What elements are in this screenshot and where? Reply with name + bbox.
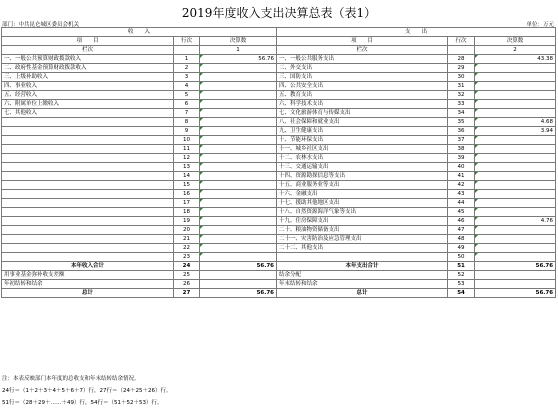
expense-line-cell: 37 <box>448 136 475 145</box>
income-item-cell <box>2 235 174 244</box>
expense-column-no: 2 <box>475 46 556 55</box>
expense-line-cell: 46 <box>448 217 475 226</box>
table-row <box>2 145 556 154</box>
income-line-cell: 3 <box>174 73 200 82</box>
income-item-cell <box>2 199 174 208</box>
expense-amount-cell <box>475 109 556 118</box>
expense-item-cell: 十七、援助其他地区支出 <box>277 199 448 208</box>
expense-line-cell: 32 <box>448 91 475 100</box>
income-line-cell: 21 <box>174 235 200 244</box>
income-line-cell: 15 <box>174 181 200 190</box>
expense-total-line: 53 <box>448 280 475 289</box>
expense-amount-cell <box>475 64 556 73</box>
income-total-label: 本年收入合计 <box>2 262 174 271</box>
income-total-amount: 56.76 <box>200 262 277 271</box>
expense-item-cell: 十三、交通运输支出 <box>277 163 448 172</box>
income-item-cell: 一、一般公共预算财政拨款收入 <box>2 55 174 64</box>
expense-amount-cell <box>475 73 556 82</box>
income-line-cell: 18 <box>174 208 200 217</box>
expense-amount-cell <box>475 208 556 217</box>
table-row <box>2 190 556 199</box>
footnote: 24行＝（1＋2＋3＋4＋5＋6＋7）行，27行＝（24＋25＋26）行。 <box>2 388 172 394</box>
expense-item-header: 项 目 <box>277 37 448 46</box>
income-amount-cell <box>200 208 277 217</box>
income-item-cell <box>2 154 174 163</box>
income-column-blank <box>174 46 200 55</box>
total-row <box>2 262 556 271</box>
table-row <box>2 226 556 235</box>
expense-item-cell: 十九、住房保障支出 <box>277 217 448 226</box>
expense-line-cell: 38 <box>448 145 475 154</box>
expense-item-cell: 八、社会保障和就业支出 <box>277 118 448 127</box>
income-amount-cell <box>200 199 277 208</box>
income-line-cell: 7 <box>174 109 200 118</box>
income-item-cell: 三、上级补助收入 <box>2 73 174 82</box>
table-row <box>2 55 556 64</box>
expense-amount-cell <box>475 235 556 244</box>
expense-amount-cell <box>475 181 556 190</box>
expense-amount-cell: 4.76 <box>475 217 556 226</box>
income-amount-cell <box>200 172 277 181</box>
income-column-no: 1 <box>200 46 277 55</box>
expense-amount-cell <box>475 100 556 109</box>
expense-item-cell: 十四、资源勘探信息等支出 <box>277 172 448 181</box>
income-item-header: 项 目 <box>2 37 174 46</box>
income-line-cell: 16 <box>174 190 200 199</box>
income-total-amount: 56.76 <box>200 289 277 298</box>
expense-line-cell: 41 <box>448 172 475 181</box>
table-row <box>2 64 556 73</box>
section-header-row <box>2 28 556 37</box>
expense-item-cell: 二、外交支出 <box>277 64 448 73</box>
income-total-line: 26 <box>174 280 200 289</box>
income-total-amount <box>200 271 277 280</box>
income-item-cell <box>2 244 174 253</box>
expense-line-cell: 42 <box>448 181 475 190</box>
table-row <box>2 235 556 244</box>
income-item-cell <box>2 181 174 190</box>
income-item-cell <box>2 253 174 262</box>
footnote: 51行＝（28＋29＋……＋49）行，54行＝（51＋52＋53）行。 <box>2 400 163 406</box>
income-amount-cell <box>200 226 277 235</box>
expense-line-cell: 50 <box>448 253 475 262</box>
expense-amount-cell <box>475 199 556 208</box>
income-total-label: 用事业基金弥补收支差额 <box>2 271 174 280</box>
expense-column-label: 栏次 <box>277 46 448 55</box>
income-section-header: 收 入 <box>2 28 277 37</box>
expense-item-cell: 十八、自然资源海洋气象等支出 <box>277 208 448 217</box>
table-row <box>2 136 556 145</box>
expense-item-cell: 十一、城乡社区支出 <box>277 145 448 154</box>
expense-line-cell: 34 <box>448 109 475 118</box>
expense-total-label: 年末结转和结余 <box>277 280 448 289</box>
income-item-cell: 四、事业收入 <box>2 82 174 91</box>
income-line-cell: 2 <box>174 64 200 73</box>
income-amount-cell <box>200 145 277 154</box>
column-header-row <box>2 37 556 46</box>
income-amount-cell <box>200 82 277 91</box>
expense-total-label: 本年支出合计 <box>277 262 448 271</box>
column-index-row <box>2 46 556 55</box>
expense-line-cell: 36 <box>448 127 475 136</box>
expense-amount-cell <box>475 154 556 163</box>
expense-column-blank <box>448 46 475 55</box>
income-total-line: 24 <box>174 262 200 271</box>
expense-amount-cell <box>475 253 556 262</box>
income-total-line: 25 <box>174 271 200 280</box>
expense-item-cell: 四、公共安全支出 <box>277 82 448 91</box>
income-line-cell: 20 <box>174 226 200 235</box>
expense-amount-cell <box>475 172 556 181</box>
expense-item-cell: 二十一、灾害防治及应急管理支出 <box>277 235 448 244</box>
table-row <box>2 73 556 82</box>
expense-total-label: 结余分配 <box>277 271 448 280</box>
expense-item-cell: 二十、粮油物资储备支出 <box>277 226 448 235</box>
income-item-cell <box>2 190 174 199</box>
expense-item-cell: 十、节能环保支出 <box>277 136 448 145</box>
expense-line-cell: 40 <box>448 163 475 172</box>
expense-line-cell: 44 <box>448 199 475 208</box>
table-row <box>2 154 556 163</box>
income-line-cell: 1 <box>174 55 200 64</box>
expense-line-cell: 29 <box>448 64 475 73</box>
expense-line-cell: 28 <box>448 55 475 64</box>
income-line-cell: 5 <box>174 91 200 100</box>
income-column-label: 栏次 <box>2 46 174 55</box>
expense-amount-cell <box>475 244 556 253</box>
expense-line-cell: 31 <box>448 82 475 91</box>
income-item-cell <box>2 118 174 127</box>
expense-amount-cell <box>475 82 556 91</box>
expense-line-cell: 33 <box>448 100 475 109</box>
income-amount-cell <box>200 91 277 100</box>
income-item-cell <box>2 145 174 154</box>
expense-item-cell: 十五、商业服务业等支出 <box>277 181 448 190</box>
income-item-cell <box>2 208 174 217</box>
income-line-cell: 14 <box>174 172 200 181</box>
expense-total-amount: 56.76 <box>475 289 556 298</box>
income-item-cell <box>2 163 174 172</box>
expense-item-cell: 七、文化旅游体育与传媒支出 <box>277 109 448 118</box>
expense-total-line: 54 <box>448 289 475 298</box>
income-item-cell: 五、经营收入 <box>2 91 174 100</box>
table-row <box>2 118 556 127</box>
income-line-header: 行次 <box>174 37 200 46</box>
expense-amount-cell <box>475 226 556 235</box>
expense-amount-cell <box>475 190 556 199</box>
income-item-cell: 六、附属单位上缴收入 <box>2 100 174 109</box>
expense-total-line: 51 <box>448 262 475 271</box>
income-amount-cell <box>200 127 277 136</box>
income-line-cell: 8 <box>174 118 200 127</box>
expense-line-cell: 39 <box>448 154 475 163</box>
expense-total-label: 总计 <box>277 289 448 298</box>
income-item-cell <box>2 217 174 226</box>
income-amount-cell <box>200 118 277 127</box>
expense-line-cell: 30 <box>448 73 475 82</box>
expense-line-cell: 49 <box>448 244 475 253</box>
income-amount-cell <box>200 64 277 73</box>
expense-line-cell: 47 <box>448 226 475 235</box>
expense-total-amount <box>475 271 556 280</box>
income-total-line: 27 <box>174 289 200 298</box>
expense-line-cell: 35 <box>448 118 475 127</box>
income-line-cell: 19 <box>174 217 200 226</box>
total-row <box>2 280 556 289</box>
income-item-cell <box>2 136 174 145</box>
income-item-cell: 二、政府性基金预算财政拨款收入 <box>2 64 174 73</box>
table-row <box>2 109 556 118</box>
income-amount-cell: 56.76 <box>200 55 277 64</box>
table-row <box>2 208 556 217</box>
expense-item-cell: 一、一般公共服务支出 <box>277 55 448 64</box>
income-item-cell: 七、其他收入 <box>2 109 174 118</box>
expense-line-header: 行次 <box>448 37 475 46</box>
income-item-cell <box>2 226 174 235</box>
income-amount-cell <box>200 109 277 118</box>
table-row <box>2 172 556 181</box>
income-amount-cell <box>200 190 277 199</box>
expense-item-cell: 五、教育支出 <box>277 91 448 100</box>
income-expense-table <box>1 27 556 298</box>
unit-org: 部门：中共昆仑城区委员会机关 <box>2 22 80 28</box>
income-item-cell <box>2 127 174 136</box>
table-row <box>2 253 556 262</box>
expense-line-cell: 45 <box>448 208 475 217</box>
expense-item-cell: 十六、金融支出 <box>277 190 448 199</box>
report-title: 2019年度收入支出决算总表（表1） <box>181 6 377 20</box>
table-row <box>2 199 556 208</box>
income-line-cell: 17 <box>174 199 200 208</box>
footnote: 注：本表反映部门本年度的总收支和年末结转结余情况。 <box>2 376 140 382</box>
total-row <box>2 271 556 280</box>
table-row <box>2 82 556 91</box>
income-amount-cell <box>200 235 277 244</box>
expense-amount-header: 决算数 <box>475 37 556 46</box>
expense-total-amount: 56.76 <box>475 262 556 271</box>
income-line-cell: 11 <box>174 145 200 154</box>
table-row <box>2 127 556 136</box>
table-row <box>2 91 556 100</box>
expense-amount-cell <box>475 163 556 172</box>
income-line-cell: 22 <box>174 244 200 253</box>
income-amount-cell <box>200 154 277 163</box>
income-total-amount <box>200 280 277 289</box>
income-amount-cell <box>200 217 277 226</box>
expense-total-amount <box>475 280 556 289</box>
income-total-label: 总计 <box>2 289 174 298</box>
income-amount-cell <box>200 244 277 253</box>
table-row <box>2 181 556 190</box>
unit-label: 单位：万元 <box>526 22 554 28</box>
expense-item-cell: 六、科学技术支出 <box>277 100 448 109</box>
income-line-cell: 4 <box>174 82 200 91</box>
expense-item-cell <box>277 253 448 262</box>
table-row <box>2 163 556 172</box>
total-row <box>2 289 556 298</box>
income-line-cell: 23 <box>174 253 200 262</box>
income-amount-cell <box>200 136 277 145</box>
income-amount-cell <box>200 181 277 190</box>
income-line-cell: 12 <box>174 154 200 163</box>
expense-amount-cell: 43.38 <box>475 55 556 64</box>
expense-section-header: 支 出 <box>277 28 556 37</box>
expense-amount-cell: 4.68 <box>475 118 556 127</box>
table-row <box>2 217 556 226</box>
expense-amount-cell <box>475 91 556 100</box>
expense-amount-cell <box>475 145 556 154</box>
income-amount-header: 决算数 <box>200 37 277 46</box>
income-item-cell <box>2 172 174 181</box>
expense-total-line: 52 <box>448 271 475 280</box>
income-amount-cell <box>200 100 277 109</box>
expense-line-cell: 48 <box>448 235 475 244</box>
expense-item-cell: 二十二、其他支出 <box>277 244 448 253</box>
expense-item-cell: 九、卫生健康支出 <box>277 127 448 136</box>
table-row <box>2 100 556 109</box>
income-amount-cell <box>200 73 277 82</box>
expense-line-cell: 43 <box>448 190 475 199</box>
income-line-cell: 13 <box>174 163 200 172</box>
table-row <box>2 244 556 253</box>
expense-item-cell: 三、国防支出 <box>277 73 448 82</box>
income-amount-cell <box>200 163 277 172</box>
income-line-cell: 6 <box>174 100 200 109</box>
income-amount-cell <box>200 253 277 262</box>
expense-amount-cell: 3.94 <box>475 127 556 136</box>
expense-amount-cell <box>475 136 556 145</box>
income-line-cell: 9 <box>174 127 200 136</box>
income-total-label: 年初结转和结余 <box>2 280 174 289</box>
expense-item-cell: 十二、农林水支出 <box>277 154 448 163</box>
income-line-cell: 10 <box>174 136 200 145</box>
